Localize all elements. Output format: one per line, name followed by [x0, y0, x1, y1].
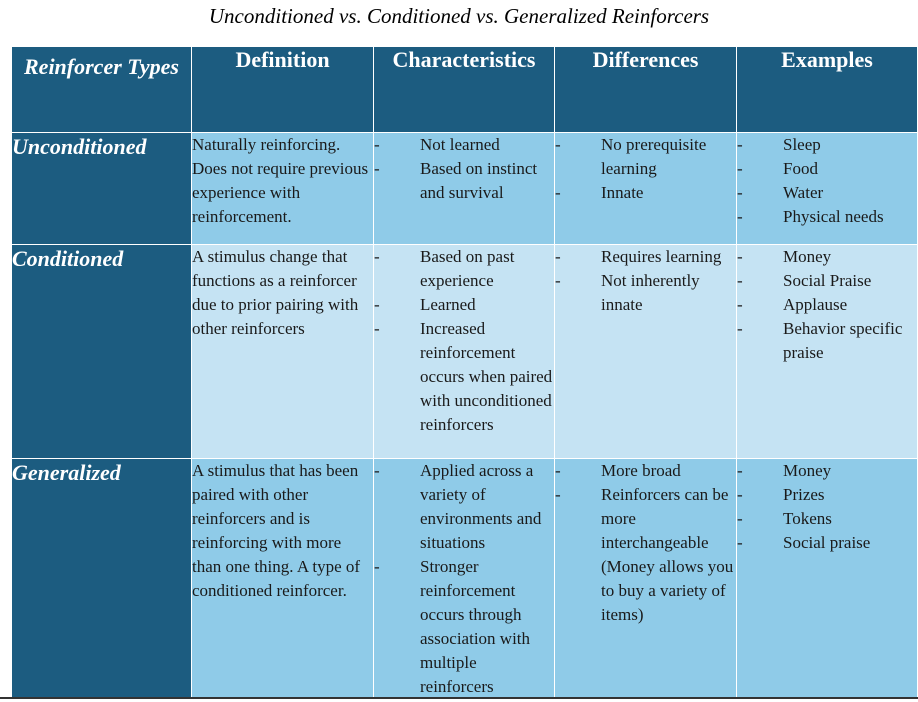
differences-cell — [555, 459, 737, 700]
list-item: - Applied across a variety of environments and situations — [374, 459, 554, 555]
list-item: - Tokens — [737, 507, 917, 531]
list-item: - Increased reinforcement occurs when paired with unconditioned reinforcers — [374, 317, 554, 437]
list-item: - Prizes — [737, 483, 917, 507]
bottom-divider — [0, 697, 918, 699]
list-item: - Applause — [737, 293, 917, 317]
list-item: - Stronger reinforcement occurs through association with multiple reinforcers — [374, 555, 554, 699]
table-row-conditioned — [12, 245, 918, 459]
list-item: - More broad — [555, 459, 736, 483]
row-type-label: Unconditioned — [12, 133, 192, 245]
list-item: - Water — [737, 181, 917, 205]
row-type-label: Conditioned — [12, 245, 192, 459]
header-definition: Definition — [192, 47, 374, 133]
table-row-unconditioned — [12, 133, 918, 245]
list-item: - Not learned — [374, 133, 554, 157]
list-item: - Based on instinct and survival — [374, 157, 554, 205]
header-characteristics: Characteristics — [374, 47, 555, 133]
header-examples: Examples — [737, 47, 918, 133]
list-item: - Not inherently innate — [555, 269, 736, 317]
table-row-generalized — [12, 459, 918, 700]
list-item: - No prerequisite learning — [555, 133, 736, 181]
list-item: - Innate — [555, 181, 736, 205]
differences-cell — [555, 133, 737, 245]
list-item: - Social Praise — [737, 269, 917, 293]
list-item: - Money — [737, 245, 917, 269]
characteristics-cell — [374, 459, 555, 700]
header-reinforcer-types: Reinforcer Types — [12, 47, 192, 133]
differences-cell — [555, 245, 737, 459]
header-differences: Differences — [555, 47, 737, 133]
examples-cell — [737, 459, 918, 700]
list-item: - Reinforcers can be more interchangeable (Money allows you to buy a variety of items) — [555, 483, 736, 627]
list-item: - Food — [737, 157, 917, 181]
document-title: Unconditioned vs. Conditioned vs. Generalized Reinforcers — [208, 4, 710, 28]
list-item: - Behavior specific praise — [737, 317, 917, 365]
definition-cell: Naturally reinforcing. Does not require previous experience with reinforcement. — [192, 133, 374, 245]
characteristics-cell — [374, 133, 555, 245]
definition-cell: A stimulus change that functions as a reinforcer due to prior pairing with other reinforcers — [192, 245, 374, 459]
row-type-label: Generalized — [12, 459, 192, 700]
list-item: - Sleep — [737, 133, 917, 157]
list-item: - Learned — [374, 293, 554, 317]
characteristics-cell — [374, 245, 555, 459]
list-item: - Money — [737, 459, 917, 483]
list-item: - Requires learning — [555, 245, 736, 269]
examples-cell — [737, 245, 918, 459]
list-item: - Physical needs — [737, 205, 917, 229]
definition-cell: A stimulus that has been paired with other reinforcers and is reinforcing with more than one thing. A type of conditioned reinforcer. — [192, 459, 374, 700]
list-item: - Based on past experience — [374, 245, 554, 293]
reinforcer-table — [11, 46, 918, 700]
examples-cell — [737, 133, 918, 245]
list-item: - Social praise — [737, 531, 917, 555]
table-header-row — [12, 47, 918, 133]
